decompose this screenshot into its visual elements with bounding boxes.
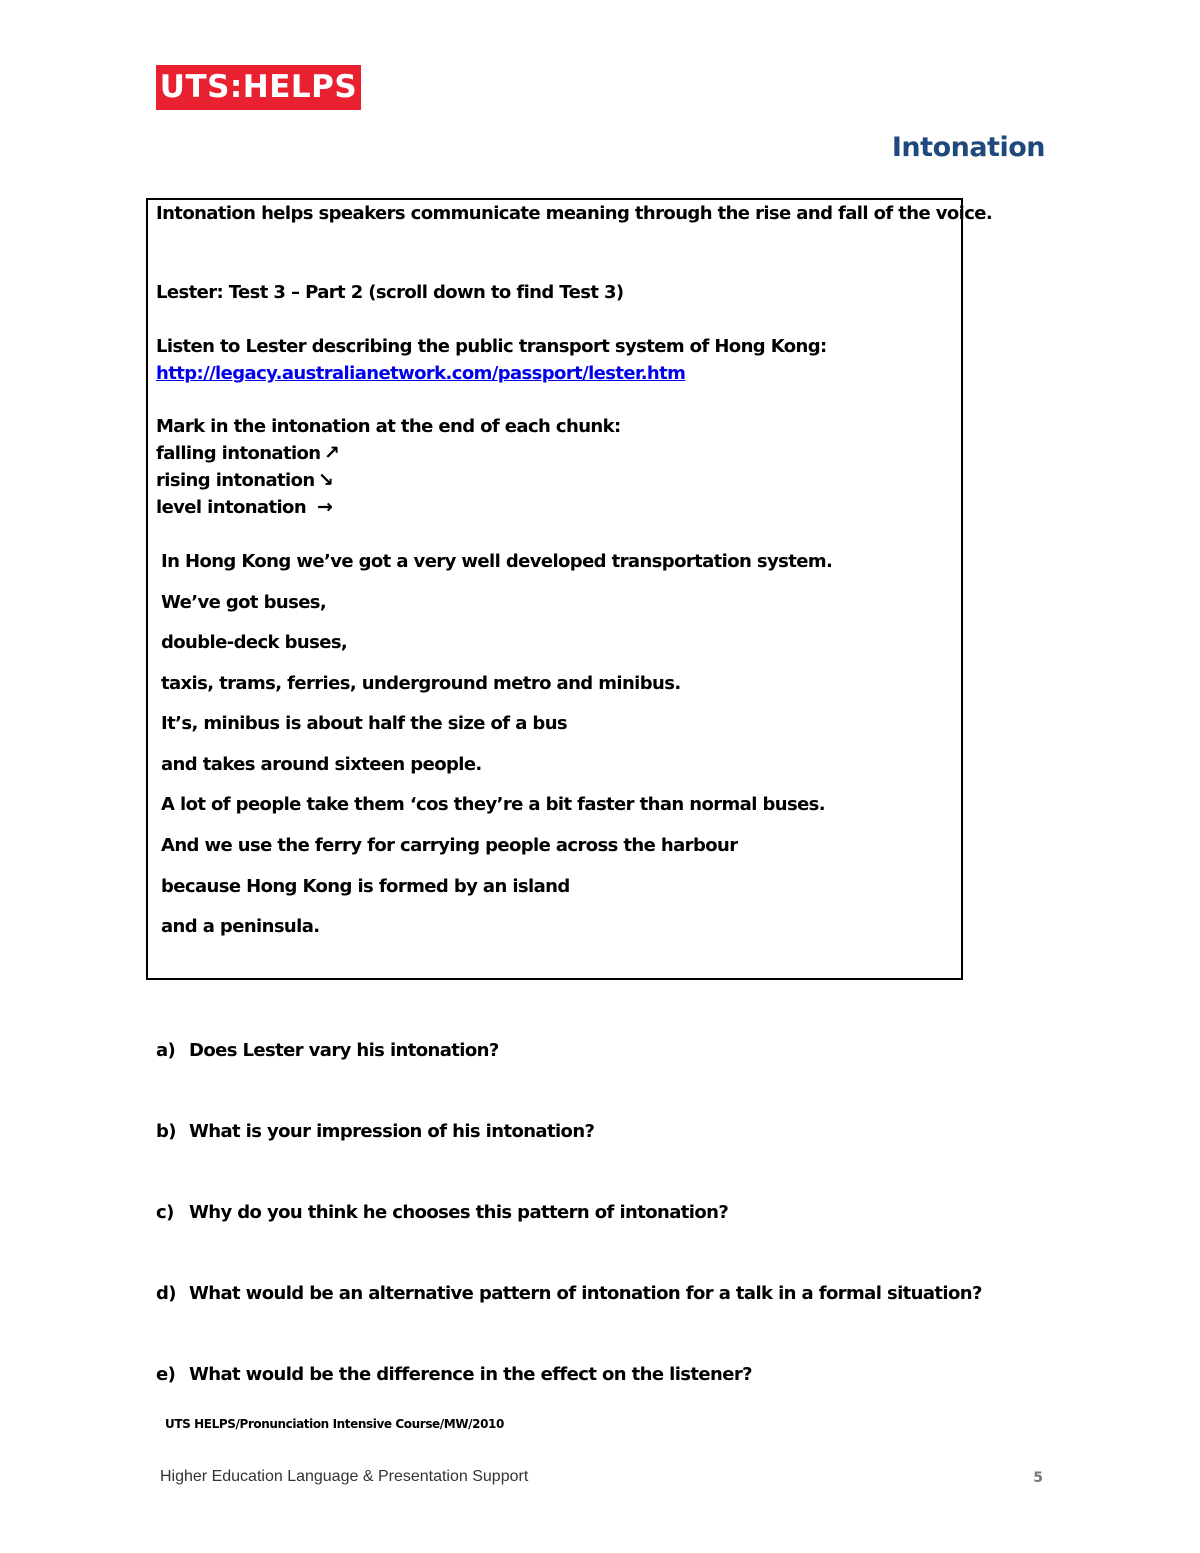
transcript-line: and a peninsula. — [161, 916, 320, 937]
legend-label-level: level intonation — [156, 497, 307, 518]
mark-instruction: Mark in the intonation at the end of each chunk: — [156, 416, 621, 437]
question-letter: d) — [156, 1283, 176, 1304]
intro-text: Intonation helps speakers communicate meaning through the rise and fall of the voice. — [156, 203, 993, 224]
transcript-line: because Hong Kong is formed by an island — [161, 876, 570, 897]
transcript-line: In Hong Kong we’ve got a very well developed transportation system. — [161, 551, 833, 572]
uts-helps-logo: UTS:HELPS — [156, 65, 361, 110]
question-text: What would be the difference in the effect on the listener? — [189, 1364, 752, 1385]
question-letter: c) — [156, 1202, 174, 1223]
question-text: Why do you think he chooses this pattern of intonation? — [189, 1202, 729, 1223]
transcript-line: We’ve got buses, — [161, 592, 327, 613]
footer-course-reference: UTS HELPS/Pronunciation Intensive Course/MW/2010 — [165, 1417, 504, 1431]
transcript-line: double-deck buses, — [161, 632, 348, 653]
transcript-line: And we use the ferry for carrying people across the harbour — [161, 835, 738, 856]
lester-audio-link[interactable]: http://legacy.australianetwork.com/passport/lester.htm — [156, 363, 686, 384]
arrow-down-right-icon: ↘ — [318, 469, 334, 491]
question-text: What would be an alternative pattern of intonation for a talk in a formal situation? — [189, 1283, 982, 1304]
question-letter: e) — [156, 1364, 176, 1385]
transcript-line: It’s, minibus is about half the size of a bus — [161, 713, 568, 734]
listen-instruction: Listen to Lester describing the public transport system of Hong Kong: — [156, 336, 827, 357]
question-text: What is your impression of his intonation? — [189, 1121, 595, 1142]
question-letter: a) — [156, 1040, 176, 1061]
page-title: Intonation — [891, 132, 1045, 163]
arrow-right-icon: → — [317, 496, 333, 518]
legend-label-rising: rising intonation — [156, 470, 315, 491]
transcript-line: and takes around sixteen people. — [161, 754, 482, 775]
transcript-line: A lot of people take them ‘cos they’re a bit faster than normal buses. — [161, 794, 826, 815]
question-letter: b) — [156, 1121, 176, 1142]
page-number: 5 — [1033, 1470, 1043, 1486]
test-heading: Lester: Test 3 – Part 2 (scroll down to find Test 3) — [156, 282, 624, 303]
footer-organization: Higher Education Language & Presentation Support — [160, 1468, 529, 1485]
transcript-line: taxis, trams, ferries, underground metro and minibus. — [161, 673, 681, 694]
arrow-up-right-icon: ↗ — [324, 442, 340, 464]
exercise-box — [146, 198, 963, 980]
legend-label-falling: falling intonation — [156, 443, 321, 464]
question-text: Does Lester vary his intonation? — [189, 1040, 499, 1061]
